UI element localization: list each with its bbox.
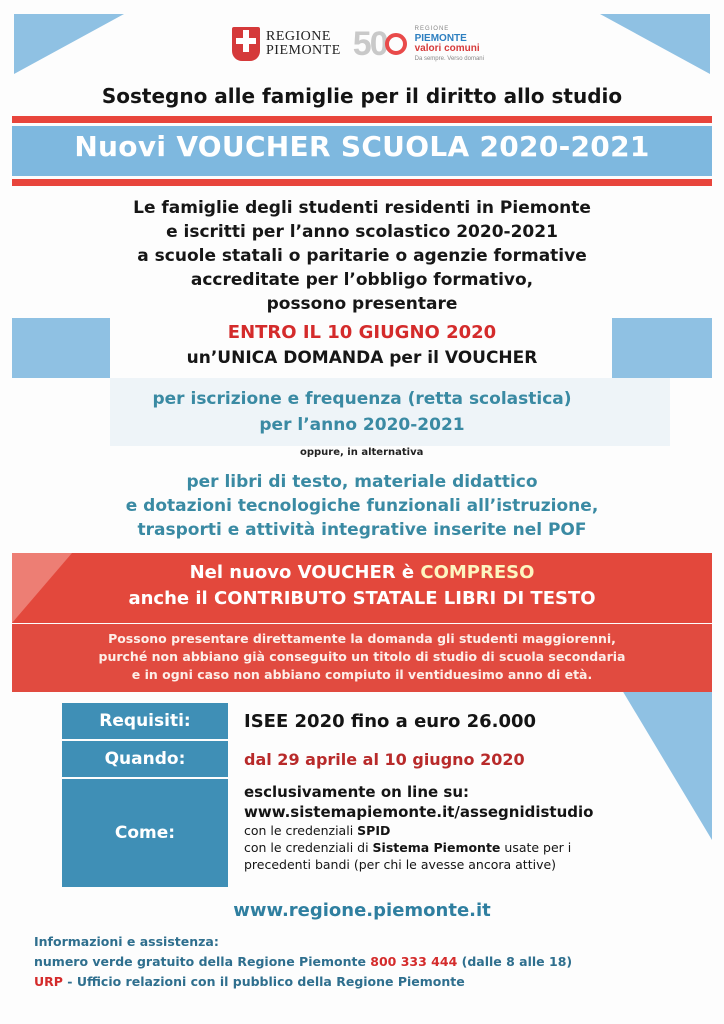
when-value: dal 29 aprile al 10 giugno 2020 [244, 749, 525, 769]
requirements-value: ISEE 2020 fino a euro 26.000 [244, 710, 537, 732]
application-link[interactable]: www.sistemapiemonte.it/assegnidistudio [244, 803, 594, 821]
how-label: Come: [62, 779, 228, 887]
included-contribution-text: Nel nuovo VOUCHER è COMPRESO anche il CONTRIBUTO STATALE LIBRI DI TESTO [128, 562, 596, 609]
anniversary-ring-icon [385, 33, 407, 55]
how-row [62, 779, 662, 887]
website-link[interactable]: www.regione.piemonte.it [233, 900, 491, 921]
corner-decoration-top-right [600, 14, 710, 74]
title-red-line-bottom [12, 179, 712, 186]
how-value: esclusivamente on line su: www.sistemapiemonte.it/assegnidistudio con le credenziali SPID con le credenziali di Sistema Piemonte usate per i precedenti bandi (per chi le avesse ancora attive) [228, 779, 662, 887]
urp-label: URP [34, 974, 63, 989]
info-phone-line: numero verde gratuito della Regione Piemonte 800 333 444 (dalle 8 alle 18) [34, 954, 573, 969]
alternative-label: oppure, in alternativa [300, 447, 424, 458]
requirements-row [62, 703, 662, 739]
fifty-anniversary-logo: 50 [352, 24, 387, 63]
info-urp-line: URP - Ufficio relazioni con il pubblico della Regione Piemonte [34, 974, 465, 989]
phone-number[interactable]: 800 333 444 [370, 954, 458, 969]
single-request-text: un’UNICA DOMANDA per il VOUCHER [186, 348, 538, 368]
option2-text: per libri di testo, materiale didattico e dotazioni tecnologiche funzionali all’istruzione, trasporti e attività integrative inserite nel POF [125, 472, 599, 540]
option1-text: per iscrizione e frequenza (retta scolastica) per l’anno 2020-2021 [152, 389, 572, 435]
page-title: Nuovi VOUCHER SCUOLA 2020-2021 [74, 130, 650, 163]
regione-logo-text: REGIONE PIEMONTE [266, 29, 341, 58]
intro-text: Le famiglie degli studenti residenti in Piemonte e iscritti per l’anno scolastico 2020-2021 a scuole statali o paritarie o agenzie formative accreditate per l’obbligo formativo, possono presentare [133, 198, 591, 314]
requirements-table [62, 703, 662, 887]
title-red-line-top [12, 116, 712, 123]
info-heading: Informazioni e assistenza: [34, 934, 219, 949]
title-banner [12, 116, 712, 186]
deadline-text: ENTRO IL 10 GIUGNO 2020 [227, 322, 497, 343]
corner-decoration-top-left [14, 14, 124, 74]
requirements-label: Requisiti: [62, 703, 228, 739]
header-logos [232, 22, 492, 66]
regione-coat-of-arms-icon [232, 27, 260, 61]
adult-students-notice-text: Possono presentare direttamente la domanda gli studenti maggiorenni, purché non abbiano già conseguito un titolo di studio di scuola secondaria e in ogni caso non abbiano compiuto il ventiduesimo anno di età. [98, 631, 626, 682]
piemonte-valori-comuni-logo: REGIONE PIEMONTE valori comuni Da sempre. Verso domani [414, 26, 484, 62]
compreso-highlight: COMPRESO [420, 562, 535, 583]
when-label: Quando: [62, 741, 228, 777]
info-section [34, 932, 572, 992]
page-subtitle: Sostegno alle famiglie per il diritto allo studio [101, 84, 623, 108]
when-row [62, 741, 662, 777]
